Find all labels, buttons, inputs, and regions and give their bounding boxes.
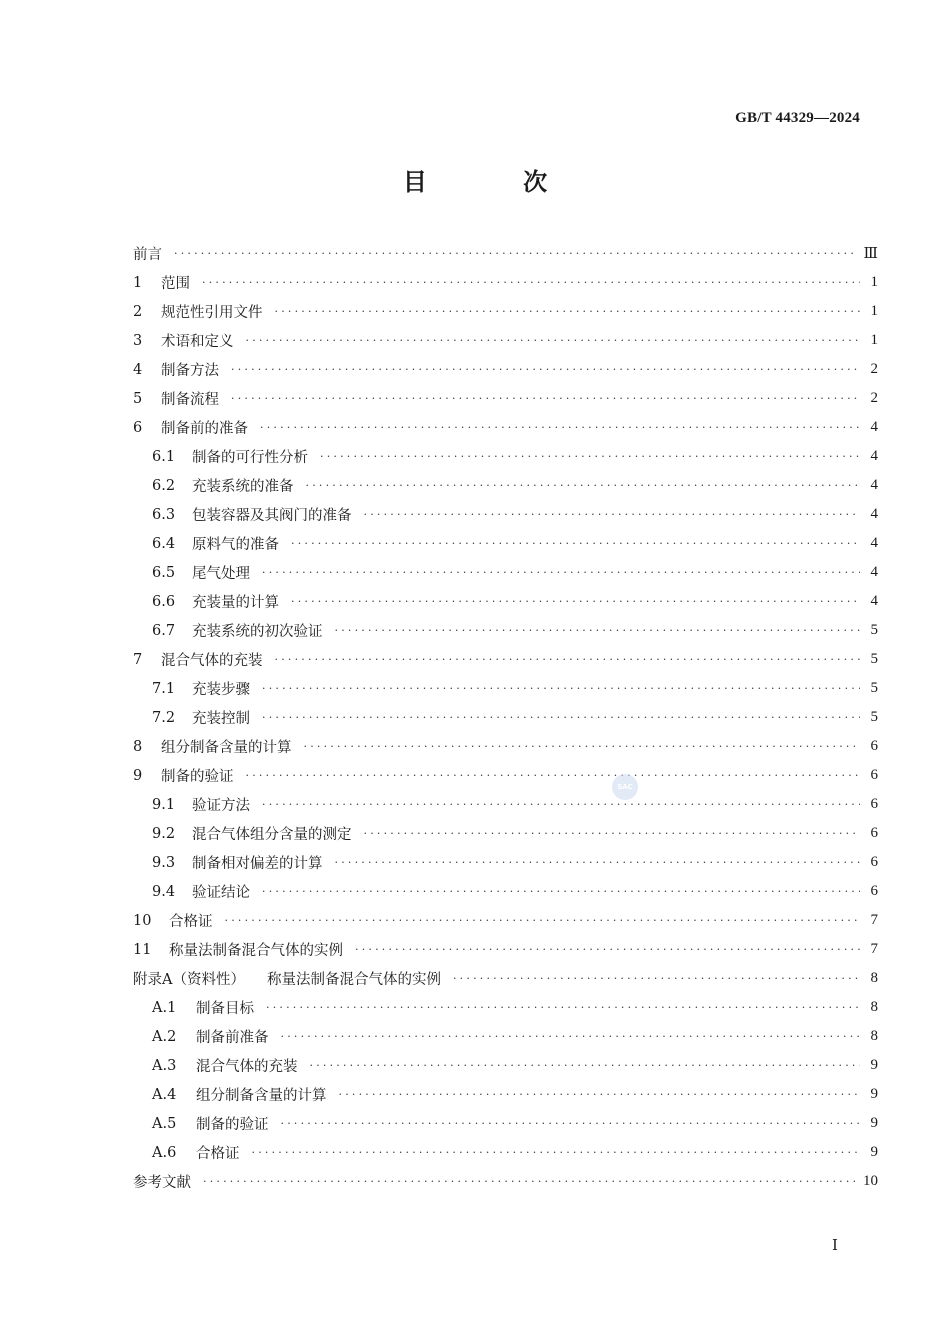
toc-entry-page: 5: [870, 709, 878, 725]
toc-entry[interactable]: [133, 587, 878, 616]
toc-entry[interactable]: [133, 935, 878, 964]
toc-entry[interactable]: [133, 877, 878, 906]
toc-entry-label: 充装控制: [192, 711, 250, 727]
toc-entry-page: 6: [870, 854, 878, 870]
toc-entry-label: 范围: [161, 276, 190, 292]
dot-leader: [262, 682, 860, 696]
dot-leader: [364, 508, 861, 522]
toc-entry[interactable]: [133, 616, 878, 645]
page-number: Ⅰ: [832, 1238, 838, 1254]
toc-entry-page: 5: [870, 622, 878, 638]
toc-entry[interactable]: [133, 355, 878, 384]
toc-entry-label: 充装量的计算: [192, 595, 279, 611]
toc-entry-label: 参考文献: [133, 1175, 191, 1191]
toc-entry-number: 6.7: [152, 622, 176, 639]
toc-entry-page: 6: [870, 738, 878, 754]
toc-entry-page: 4: [870, 477, 878, 493]
toc-entry-page: 4: [870, 564, 878, 580]
toc-entry-number: 4: [133, 361, 143, 378]
dot-leader: [320, 450, 860, 464]
dot-leader: [266, 1001, 860, 1015]
dot-leader: [260, 421, 860, 435]
table-of-contents: [133, 239, 878, 1196]
dot-leader: [453, 972, 860, 986]
dot-leader: [291, 595, 860, 609]
toc-entry-page: 4: [870, 535, 878, 551]
toc-entry-label: 混合气体的充装: [196, 1059, 298, 1075]
toc-entry[interactable]: [133, 848, 878, 877]
toc-entry-page: 6: [870, 825, 878, 841]
toc-entry-label: 充装系统的初次验证: [192, 624, 323, 640]
dot-leader: [364, 827, 861, 841]
toc-entry-page: 9: [870, 1144, 878, 1160]
toc-entry-number: A.5: [152, 1115, 177, 1132]
toc-entry-number: 7.2: [152, 709, 176, 726]
dot-leader: [262, 566, 860, 580]
toc-entry-number: 5: [133, 390, 143, 407]
toc-entry-page: 1: [870, 274, 878, 290]
toc-entry[interactable]: [133, 297, 878, 326]
toc-entry-label: 制备的验证: [196, 1117, 269, 1133]
dot-leader: [281, 1117, 861, 1131]
toc-entry[interactable]: [133, 268, 878, 297]
toc-entry-page: 8: [870, 970, 878, 986]
toc-entry-label: 制备前准备: [196, 1030, 269, 1046]
toc-entry-page: 6: [870, 767, 878, 783]
toc-entry[interactable]: [133, 239, 878, 268]
watermark-logo: SAC: [612, 774, 638, 800]
dot-leader: [231, 363, 860, 377]
toc-entry-number: 6.6: [152, 593, 176, 610]
toc-entry-label: 制备的可行性分析: [192, 450, 308, 466]
toc-entry-page: 8: [870, 999, 878, 1015]
toc-entry-page: 8: [870, 1028, 878, 1044]
toc-entry[interactable]: [133, 819, 878, 848]
dot-leader: [275, 305, 861, 319]
toc-entry-label: 混合气体组分含量的测定: [192, 827, 352, 843]
toc-entry[interactable]: [133, 1080, 878, 1109]
toc-entry[interactable]: [133, 326, 878, 355]
toc-entry-label: 验证方法: [192, 798, 250, 814]
toc-entry[interactable]: [133, 703, 878, 732]
dot-leader: [262, 798, 860, 812]
toc-entry-number: 6.3: [152, 506, 176, 523]
dot-leader: [202, 276, 860, 290]
toc-entry[interactable]: [133, 442, 878, 471]
toc-entry-number: 6: [133, 419, 143, 436]
toc-entry-number: 6.2: [152, 477, 176, 494]
toc-entry-number: 9: [133, 767, 143, 784]
toc-entry-label: 组分制备含量的计算: [161, 740, 292, 756]
toc-entry-page: 9: [870, 1115, 878, 1131]
toc-entry[interactable]: [133, 993, 878, 1022]
dot-leader: [291, 537, 860, 551]
toc-entry[interactable]: [133, 790, 878, 819]
toc-entry-number: 7: [133, 651, 143, 668]
toc-entry-number: 1: [133, 274, 143, 291]
dot-leader: [335, 624, 861, 638]
toc-entry[interactable]: [133, 761, 878, 790]
dot-leader: [203, 1175, 855, 1189]
toc-entry-label: 充装系统的准备: [192, 479, 294, 495]
toc-entry-number: 9.4: [152, 883, 176, 900]
toc-entry-label: 制备前的准备: [161, 421, 248, 437]
toc-entry-label: 制备的验证: [161, 769, 234, 785]
toc-entry[interactable]: [133, 1167, 878, 1196]
toc-entry-number: 7.1: [152, 680, 176, 697]
toc-entry-label: 验证结论: [192, 885, 250, 901]
dot-leader: [246, 769, 861, 783]
toc-entry[interactable]: [133, 413, 878, 442]
toc-entry-label: 称量法制备混合气体的实例: [169, 943, 343, 959]
dot-leader: [246, 334, 861, 348]
dot-leader: [275, 653, 861, 667]
toc-entry-number: A.2: [152, 1028, 177, 1045]
dot-leader: [339, 1088, 861, 1102]
toc-entry-number: 10: [133, 912, 152, 929]
toc-entry-page: 7: [870, 941, 878, 957]
toc-entry-page: 10: [863, 1173, 878, 1189]
toc-entry[interactable]: [133, 1022, 878, 1051]
dot-leader: [174, 247, 856, 261]
toc-entry-page: 1: [870, 303, 878, 319]
toc-entry-number: 9.1: [152, 796, 176, 813]
toc-entry-number: 9.3: [152, 854, 176, 871]
toc-entry-page: 9: [870, 1057, 878, 1073]
toc-entry[interactable]: [133, 1138, 878, 1167]
toc-entry-number: 9.2: [152, 825, 176, 842]
toc-entry-number: 6.5: [152, 564, 176, 581]
dot-leader: [306, 479, 861, 493]
toc-entry-label: 充装步骤: [192, 682, 250, 698]
toc-entry-page: 4: [870, 448, 878, 464]
page-title: 目 次: [402, 168, 592, 196]
dot-leader: [262, 711, 860, 725]
dot-leader: [225, 914, 861, 928]
toc-entry[interactable]: [133, 529, 878, 558]
dot-leader: [355, 943, 860, 957]
toc-entry-page: 4: [870, 593, 878, 609]
toc-entry-page: 5: [870, 651, 878, 667]
toc-entry[interactable]: [133, 500, 878, 529]
toc-entry-page: 2: [870, 390, 878, 406]
dot-leader: [262, 885, 860, 899]
toc-entry-page: 2: [870, 361, 878, 377]
standard-code: GB/T 44329—2024: [735, 110, 860, 126]
toc-entry-page: 6: [870, 883, 878, 899]
toc-entry-number: A.1: [152, 999, 177, 1016]
toc-entry[interactable]: [133, 964, 878, 993]
toc-entry-page: 9: [870, 1086, 878, 1102]
toc-entry-label: 规范性引用文件: [161, 305, 263, 321]
toc-entry-number: 附录A（资料性）: [133, 972, 245, 988]
toc-entry-number: 8: [133, 738, 143, 755]
toc-entry-number: 6.4: [152, 535, 176, 552]
toc-entry-label: 组分制备含量的计算: [196, 1088, 327, 1104]
toc-entry-number: A.4: [152, 1086, 177, 1103]
toc-entry-number: 3: [133, 332, 143, 349]
toc-entry-label: 尾气处理: [192, 566, 250, 582]
toc-entry[interactable]: [133, 1051, 878, 1080]
dot-leader: [304, 740, 861, 754]
toc-entry-label: 包装容器及其阀门的准备: [192, 508, 352, 524]
toc-entry-label: 前言: [133, 247, 162, 263]
dot-leader: [231, 392, 860, 406]
toc-entry[interactable]: [133, 558, 878, 587]
toc-entry-label: 混合气体的充装: [161, 653, 263, 669]
toc-entry-page: 7: [870, 912, 878, 928]
toc-entry-page: 1: [870, 332, 878, 348]
toc-entry-label: 制备流程: [161, 392, 219, 408]
toc-entry-label: 制备方法: [161, 363, 219, 379]
toc-entry[interactable]: [133, 906, 878, 935]
toc-entry[interactable]: [133, 1109, 878, 1138]
toc-entry-label: 合格证: [196, 1146, 240, 1162]
toc-entry[interactable]: [133, 645, 878, 674]
dot-leader: [281, 1030, 861, 1044]
toc-entry-page: 6: [870, 796, 878, 812]
toc-entry-label: 原料气的准备: [192, 537, 279, 553]
toc-entry-label: 称量法制备混合气体的实例: [266, 972, 441, 988]
dot-leader: [310, 1059, 861, 1073]
dot-leader: [335, 856, 861, 870]
toc-entry-number: 11: [133, 941, 152, 958]
toc-entry-label: 术语和定义: [161, 334, 234, 350]
toc-entry-number: A.3: [152, 1057, 177, 1074]
toc-entry-page: Ⅲ: [863, 246, 878, 262]
toc-entry-number: 6.1: [152, 448, 176, 465]
toc-entry[interactable]: [133, 384, 878, 413]
toc-entry[interactable]: [133, 732, 878, 761]
toc-entry-page: 4: [870, 506, 878, 522]
toc-entry-number: A.6: [152, 1144, 177, 1161]
toc-entry[interactable]: [133, 471, 878, 500]
toc-entry-page: 4: [870, 419, 878, 435]
toc-entry-label: 制备相对偏差的计算: [192, 856, 323, 872]
toc-entry-label: 合格证: [169, 914, 213, 930]
dot-leader: [252, 1146, 861, 1160]
toc-entry-number: 2: [133, 303, 143, 320]
toc-entry-page: 5: [870, 680, 878, 696]
toc-entry[interactable]: [133, 674, 878, 703]
toc-entry-label: 制备目标: [196, 1001, 254, 1017]
